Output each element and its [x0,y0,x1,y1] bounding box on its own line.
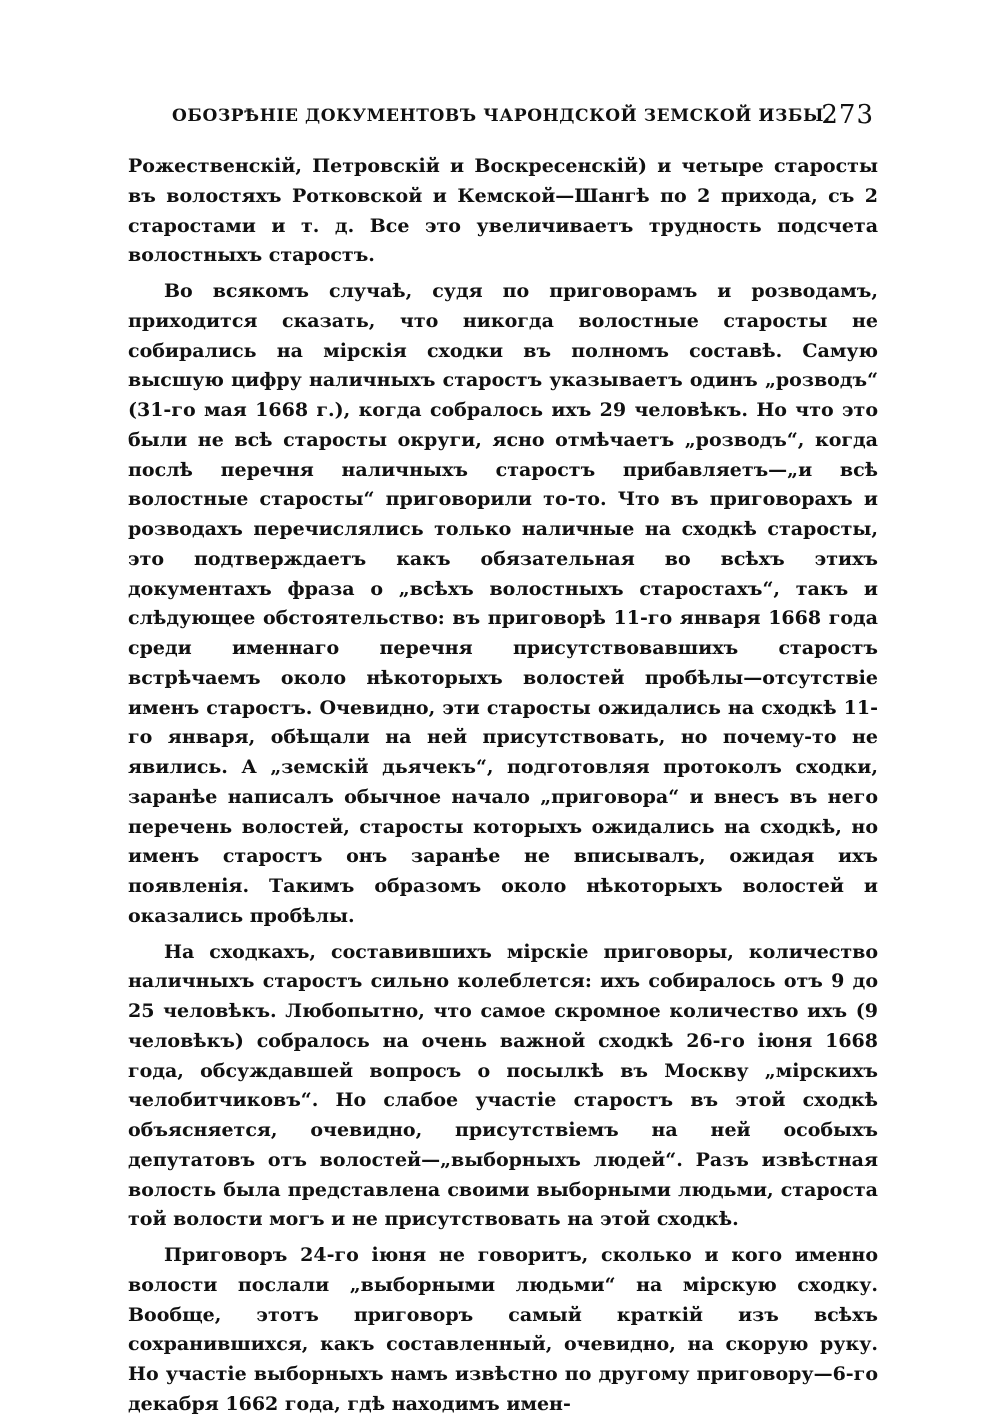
paragraph: Во всякомъ случаѣ, судя по приговорамъ и розводамъ, приходится сказать, что никогда волостные старосты не собирались на мірскія сходки въ полномъ составѣ. Самую высшую цифру наличныхъ старостъ указываетъ одинъ „розводъ“ (31-го мая 1668 г.), когда собралось ихъ 29 человѣкъ. Но что это были не всѣ старосты округи, ясно отмѣчаетъ „розводъ“, когда послѣ перечня наличныхъ старостъ прибавляетъ—„и всѣ волостные старосты“ приговорили то-то. Что въ приговорахъ и розводахъ перечислялись только наличные на сходкѣ старосты, это подтверждаетъ какъ обязательная во всѣхъ этихъ документахъ фраза о „всѣхъ волостныхъ старостахъ“, такъ и слѣдующее обстоятельство: въ приговорѣ 11-го января 1668 года среди именнаго перечня присутствовавшихъ старостъ встрѣчаемъ около нѣкоторыхъ волостей пробѣлы—отсутствіе именъ старостъ. Очевидно, эти старосты ожидались на сходкѣ 11-го января, обѣщали на ней присутствовать, но почему-то не явились. А „земскій дьячекъ“, подготовляя протоколъ сходки, заранѣе написалъ обычное начало „приговора“ и внесъ въ него перечень волостей, старосты которыхъ ожидались на сходкѣ, но именъ старостъ онъ заранѣе не вписывалъ, ожидая ихъ появленія. Такимъ образомъ около нѣкоторыхъ волостей и оказались пробѣлы. [128,280,878,927]
paragraph: На сходкахъ, составившихъ мірскіе приговоры, количество наличныхъ старостъ сильно колеблется: ихъ собиралось отъ 9 до 25 человѣкъ. Любопытно, что самое скромное количество ихъ (9 человѣкъ) собралось на очень важной сходкѣ 26-го іюня 1668 года, обсуждавшей вопросъ о посылкѣ въ Москву „мірскихъ челобитчиковъ“. Но слабое участіе старостъ въ этой сходкѣ объясняется, очевидно, присутствіемъ на ней особыхъ депутатовъ отъ волостей—„выборныхъ людей“. Разъ извѣстная волость была представлена своими выборными людьми, староста той волости могъ и не присутствовать на этой сходкѣ. [128,940,878,1231]
running-title: ОБОЗРѢНІЕ ДОКУМЕНТОВЪ ЧАРОНДСКОЙ ЗЕМСКОЙ ИЗБЫ. [172,106,831,126]
paragraph: Приговоръ 24-го іюня не говоритъ, сколько и кого именно волости послали „выборными людьми“ на мірскую сходку. Вообще, этотъ приговоръ самый краткій изъ всѣхъ сохранившихся, какъ составленный, очевидно, на скорую руку. Но участіе выборныхъ намъ извѣстно по другому приговору—6-го декабря 1662 года, гдѣ находимъ имен- [128,1244,878,1415]
page-header [172,100,878,136]
paragraph-continuation: Рожественскій, Петровскій и Воскресенскій) и четыре старосты въ волостяхъ Ротковской и Кемской—Шангѣ по 2 прихода, съ 2 старостами и т. д. Все это увеличиваетъ трудность подсчета волостныхъ старостъ. [128,155,878,267]
body-text [128,152,878,1420]
page-number: 273 [821,100,874,130]
